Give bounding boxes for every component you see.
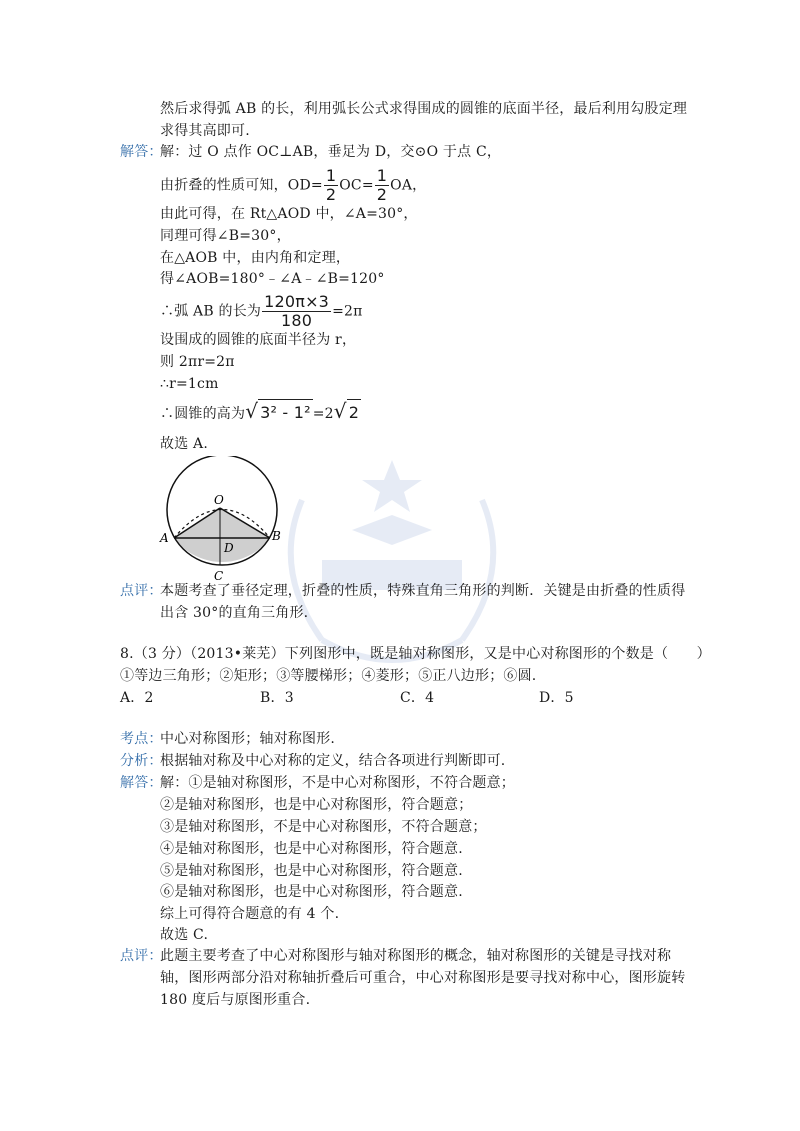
fraction-denominator: 2 (325, 185, 337, 204)
solution-2-line: ③是轴对称图形，不是中心对称图形，不符合题意； (160, 819, 487, 835)
solution-2-line: 综上可得符合题意的有 4 个. (160, 906, 340, 922)
radicand-2: 2 (347, 399, 361, 426)
solution-2-line: ⑤是轴对称图形，也是中心对称图形，符合题意. (160, 863, 463, 879)
review-label: 点评： (120, 583, 163, 599)
solution-line-5: 在△AOB 中，由内角和定理， (160, 250, 351, 266)
solution-2-line: ④是轴对称图形，也是中心对称图形，符合题意. (160, 841, 463, 857)
solution-2-line: 故选 C. (160, 927, 209, 943)
solution-2-line: 解：①是轴对称图形，不是中心对称图形，不符合题意； (160, 775, 515, 791)
fraction-numerator: 1 (376, 166, 388, 185)
solution-line-11 (160, 398, 361, 427)
solution-2-line: ⑥是轴对称图形，也是中心对称图形，符合题意. (160, 884, 463, 900)
solution-line-4: 同理可得∠B=30°， (160, 228, 291, 244)
solution-label: 解答： (120, 144, 163, 160)
solution-line-8: 设围成的圆锥的底面半径为 r， (160, 332, 357, 348)
solution-line-2 (160, 168, 426, 203)
review-line-1: 本题考查了垂径定理，折叠的性质，特殊直角三角形的判断．关键是由折叠的性质得 (160, 583, 686, 599)
solution-line-6: 得∠AOB=180°﹣∠A﹣∠B=120° (160, 271, 385, 287)
radical-sign: √ (245, 399, 259, 423)
label-d: D (224, 541, 234, 555)
fraction-half-2 (375, 168, 389, 203)
fraction-numerator: 120π×3 (264, 292, 330, 311)
solution-line-1: 解：过 O 点作 OC⊥AB，垂足为 D，交⊙O 于点 C， (160, 144, 502, 160)
choice-d: D．5 (539, 690, 574, 706)
geometry-figure (152, 456, 292, 584)
solution-2-label: 解答： (120, 775, 163, 791)
solution-line-9: 则 2πr=2π (160, 354, 235, 370)
solution-line-2a: 由折叠的性质可知，OD= (160, 177, 323, 194)
solution-2-line: ②是轴对称图形，也是中心对称图形，符合题意； (160, 797, 473, 813)
fraction-numerator: 1 (325, 166, 337, 185)
review-2-line-1: 此题主要考查了中心对称图形与轴对称图形的概念，轴对称图形的关键是寻找对称 (160, 948, 672, 964)
radicand: 3² - 1² (258, 399, 313, 426)
label-a: A (160, 531, 169, 545)
analysis-text: 根据轴对称及中心对称的定义，结合各项进行判断即可. (160, 753, 506, 769)
analysis-line-1: 然后求得弧 AB 的长，利用弧长公式求得围成的圆锥的底面半径，最后利用勾股定理 (160, 101, 688, 117)
fraction-denominator: 180 (281, 311, 313, 330)
fraction-half-1 (324, 168, 338, 203)
arc-length-fraction (262, 294, 331, 329)
choice-b: B．3 (260, 690, 294, 706)
solution-line-7a: ∴弧 AB 的长为 (160, 303, 262, 320)
solution-line-3: 由此可得，在 Rt△AOD 中，∠A=30°， (160, 206, 418, 222)
question-8-options: ①等边三角形；②矩形；③等腰梯形；④菱形；⑤正八边形；⑥圆. (120, 668, 537, 684)
solution-line-2b: OC= (339, 177, 374, 194)
solution-line-7 (160, 294, 363, 329)
analysis-label: 分析： (120, 753, 163, 769)
choice-c: C．4 (400, 690, 435, 706)
choice-a: A．2 (120, 690, 154, 706)
analysis-line-2: 求得其高即可. (160, 123, 250, 139)
question-8-stem: 8.（3 分）（2013•莱芜）下列图形中，既是轴对称图形，又是中心对称图形的个数是（ ） (120, 646, 711, 662)
knowledge-point-label: 考点： (120, 731, 163, 747)
label-o: O (214, 493, 224, 507)
knowledge-point-text: 中心对称图形；轴对称图形. (160, 731, 336, 747)
fraction-denominator: 2 (376, 185, 388, 204)
review-2-line-2: 轴，图形两部分沿对称轴折叠后可重合，中心对称图形是要寻找对称中心，图形旋转 (160, 970, 686, 986)
radical-sign: √ (333, 399, 347, 423)
solution-line-7b: =2π (332, 303, 363, 320)
review-line-2: 出含 30°的直角三角形. (160, 605, 309, 621)
solution-line-10: ∴r=1cm (160, 376, 219, 392)
solution-line-11a: ∴圆锥的高为 (160, 406, 246, 422)
solution-line-11b: =2 (312, 406, 334, 422)
solution-line-12: 故选 A. (160, 436, 209, 452)
review-2-line-3: 180 度后与原图形重合. (160, 992, 311, 1008)
review-2-label: 点评： (120, 948, 163, 964)
label-c: C (214, 569, 224, 583)
solution-line-2c: OA， (390, 177, 427, 194)
label-b: B (272, 529, 281, 543)
